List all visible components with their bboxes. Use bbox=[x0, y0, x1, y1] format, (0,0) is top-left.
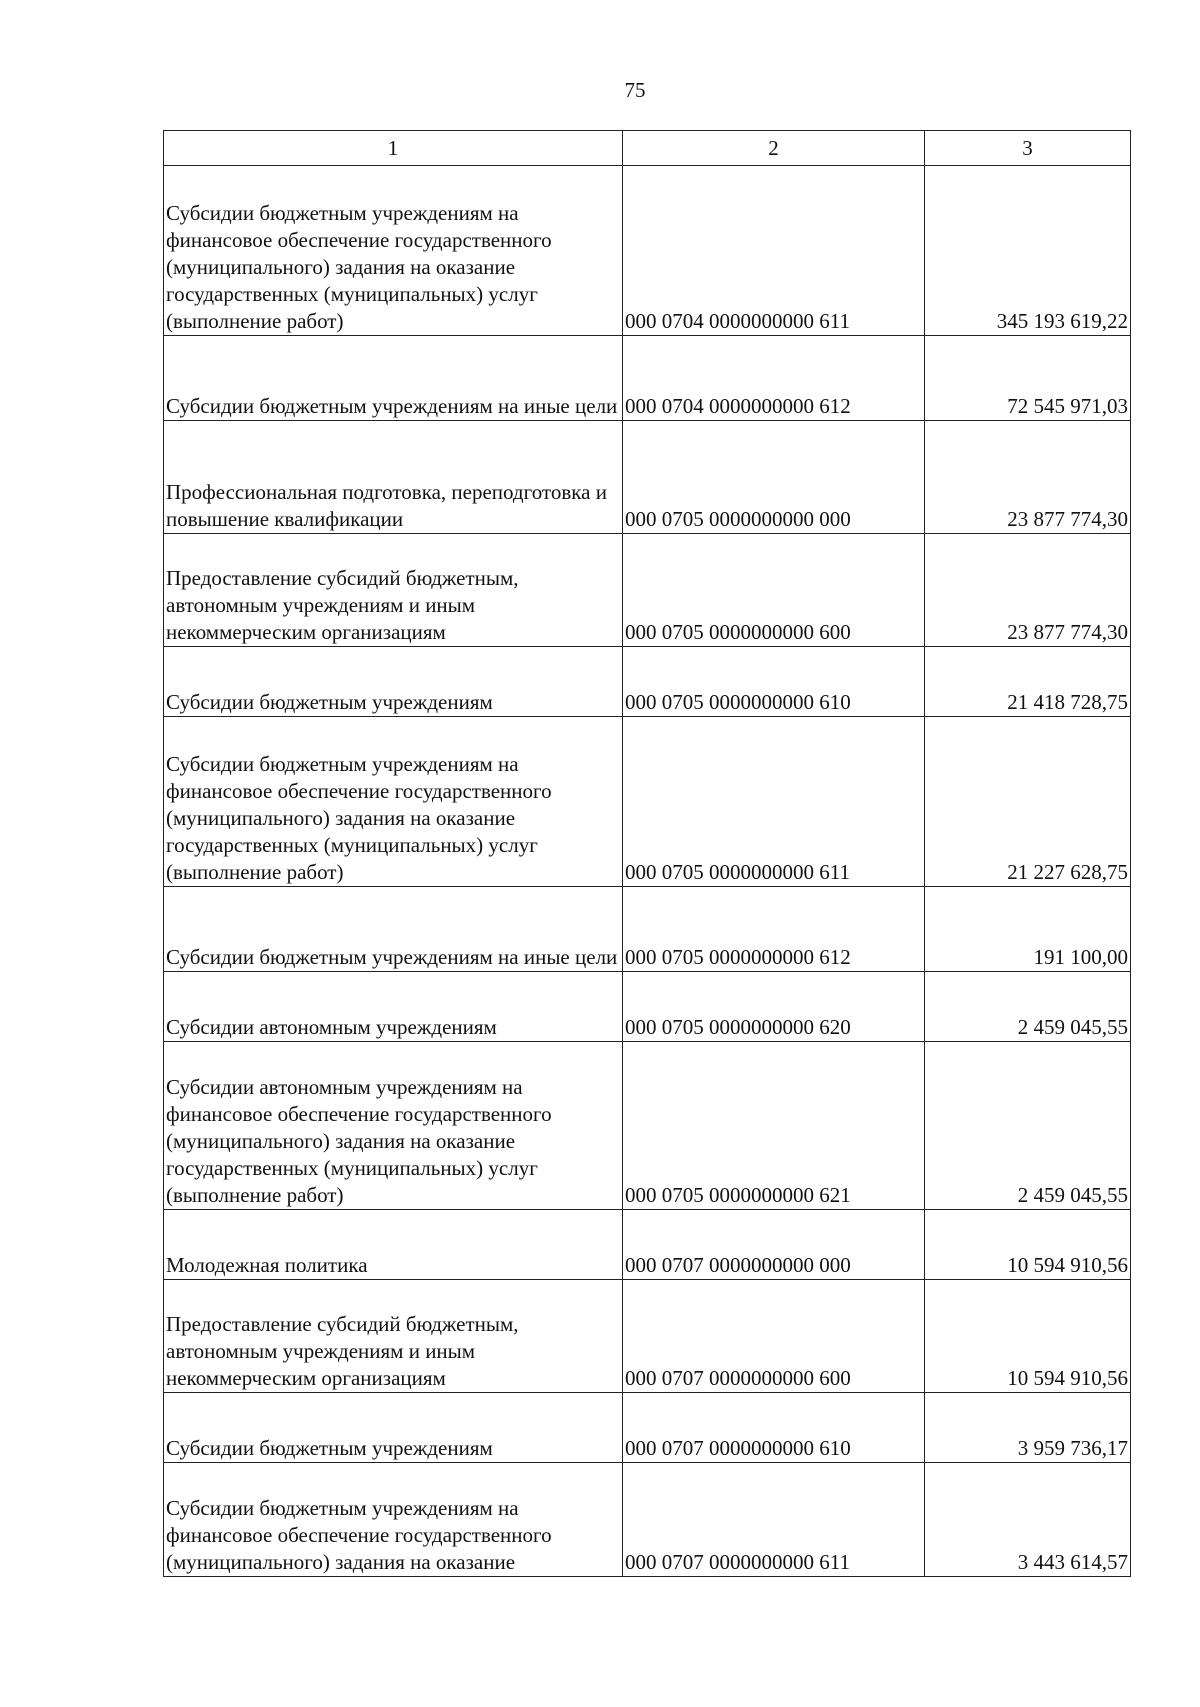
row-name: Субсидии автономным учреждениям на финансовое обеспечение государственного (муниципального) задания на оказание государственных (муниципальных) услуг (выполнение работ) bbox=[164, 1042, 623, 1210]
table-row bbox=[164, 1210, 1131, 1280]
row-amount: 21 227 628,75 bbox=[925, 717, 1131, 887]
table-row bbox=[164, 717, 1131, 887]
row-name: Предоставление субсидий бюджетным, автономным учреждениям и иным некоммерческим организациям bbox=[164, 1280, 623, 1393]
row-name: Субсидии бюджетным учреждениям bbox=[164, 1393, 623, 1463]
row-code: 000 0705 0000000000 611 bbox=[623, 717, 925, 887]
table-row bbox=[164, 1280, 1131, 1393]
table-row bbox=[164, 887, 1131, 972]
row-amount: 10 594 910,56 bbox=[925, 1210, 1131, 1280]
row-name: Молодежная политика bbox=[164, 1210, 623, 1280]
row-code: 000 0705 0000000000 600 bbox=[623, 534, 925, 647]
row-amount: 21 418 728,75 bbox=[925, 647, 1131, 717]
row-amount: 72 545 971,03 bbox=[925, 336, 1131, 421]
row-amount: 3 443 614,57 bbox=[925, 1463, 1131, 1577]
row-amount: 2 459 045,55 bbox=[925, 1042, 1131, 1210]
row-code: 000 0705 0000000000 610 bbox=[623, 647, 925, 717]
row-code: 000 0707 0000000000 610 bbox=[623, 1393, 925, 1463]
row-code: 000 0707 0000000000 600 bbox=[623, 1280, 925, 1393]
page-number: 75 bbox=[624, 78, 646, 102]
row-code: 000 0707 0000000000 611 bbox=[623, 1463, 925, 1577]
row-amount: 191 100,00 bbox=[925, 887, 1131, 972]
table-row bbox=[164, 534, 1131, 647]
table-header-row bbox=[164, 131, 1131, 166]
row-name: Субсидии бюджетным учреждениям на финансовое обеспечение государственного (муниципального) задания на оказание bbox=[164, 1463, 623, 1577]
row-code: 000 0705 0000000000 612 bbox=[623, 887, 925, 972]
column-header-3: 3 bbox=[925, 131, 1131, 166]
row-code: 000 0707 0000000000 000 bbox=[623, 1210, 925, 1280]
row-code: 000 0704 0000000000 612 bbox=[623, 336, 925, 421]
table-row bbox=[164, 336, 1131, 421]
row-name: Субсидии бюджетным учреждениям на финансовое обеспечение государственного (муниципального) задания на оказание государственных (муниципальных) услуг (выполнение работ) bbox=[164, 717, 623, 887]
row-name: Субсидии автономным учреждениям bbox=[164, 972, 623, 1042]
row-code: 000 0705 0000000000 000 bbox=[623, 421, 925, 534]
table-row bbox=[164, 972, 1131, 1042]
row-code: 000 0705 0000000000 620 bbox=[623, 972, 925, 1042]
table-row bbox=[164, 1463, 1131, 1577]
row-name: Субсидии бюджетным учреждениям на финансовое обеспечение государственного (муниципального) задания на оказание государственных (муниципальных) услуг (выполнение работ) bbox=[164, 166, 623, 336]
row-name: Предоставление субсидий бюджетным, автономным учреждениям и иным некоммерческим организациям bbox=[164, 534, 623, 647]
table-row bbox=[164, 1393, 1131, 1463]
row-name: Субсидии бюджетным учреждениям bbox=[164, 647, 623, 717]
row-amount: 23 877 774,30 bbox=[925, 421, 1131, 534]
table-row bbox=[164, 647, 1131, 717]
row-name: Субсидии бюджетным учреждениям на иные цели bbox=[164, 336, 623, 421]
row-amount: 10 594 910,56 bbox=[925, 1280, 1131, 1393]
row-amount: 3 959 736,17 bbox=[925, 1393, 1131, 1463]
row-code: 000 0705 0000000000 621 bbox=[623, 1042, 925, 1210]
row-amount: 345 193 619,22 bbox=[925, 166, 1131, 336]
budget-table bbox=[163, 130, 1131, 1577]
row-code: 000 0704 0000000000 611 bbox=[623, 166, 925, 336]
table-row bbox=[164, 421, 1131, 534]
column-header-2: 2 bbox=[623, 131, 925, 166]
row-name: Субсидии бюджетным учреждениям на иные цели bbox=[164, 887, 623, 972]
table-row bbox=[164, 166, 1131, 336]
row-amount: 2 459 045,55 bbox=[925, 972, 1131, 1042]
table-row bbox=[164, 1042, 1131, 1210]
row-name: Профессиональная подготовка, переподготовка и повышение квалификации bbox=[164, 421, 623, 534]
column-header-1: 1 bbox=[164, 131, 623, 166]
row-amount: 23 877 774,30 bbox=[925, 534, 1131, 647]
